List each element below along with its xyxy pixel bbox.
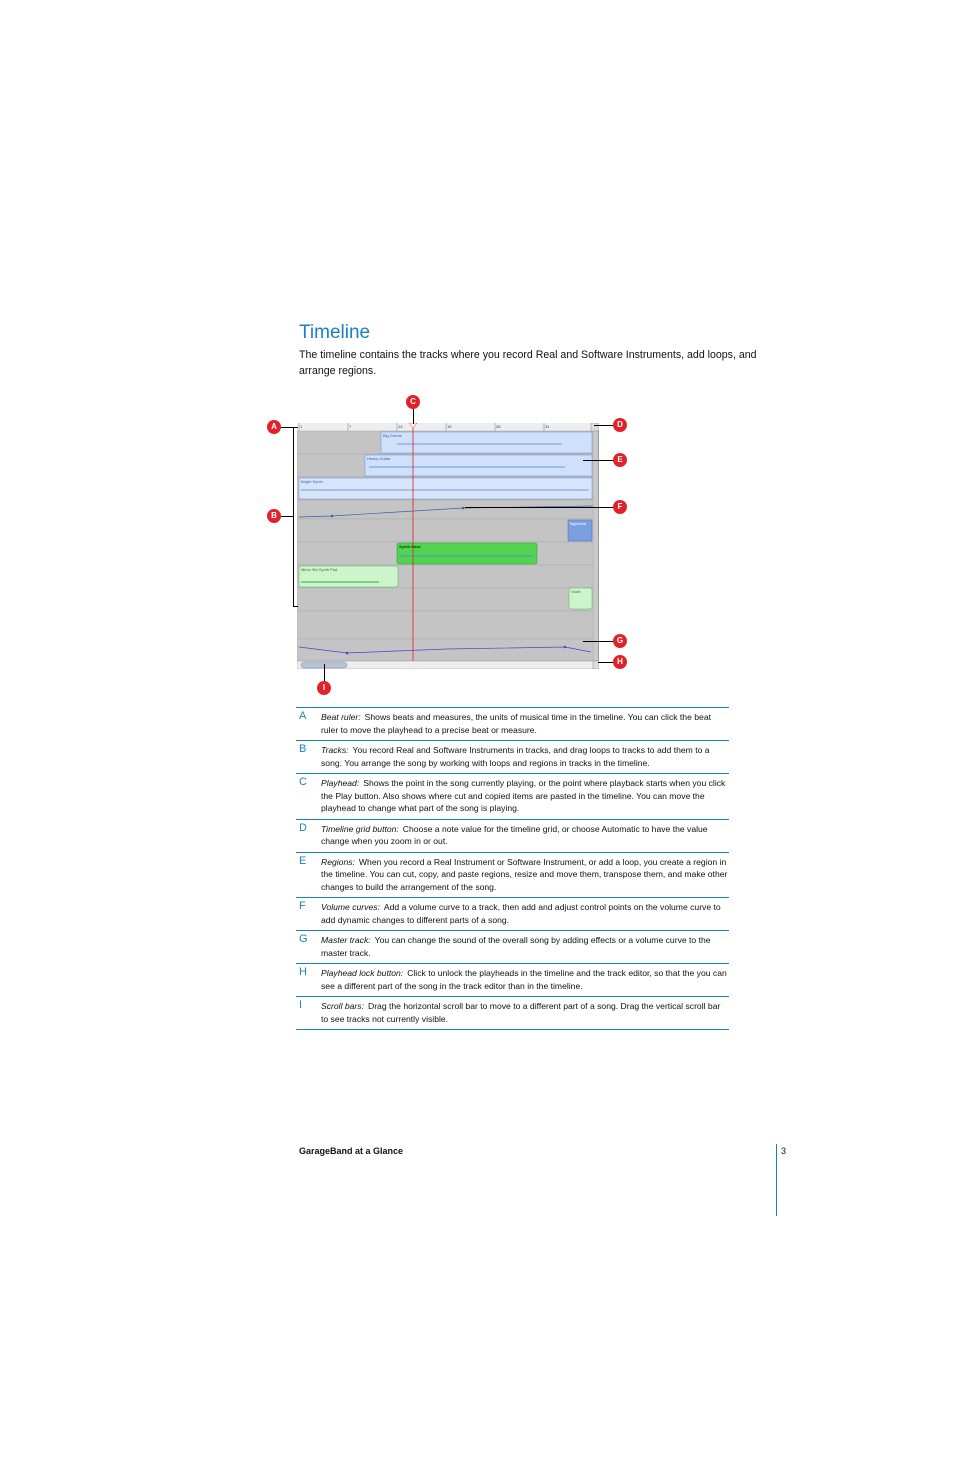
leader-line: [465, 507, 613, 508]
legend-term: Master track:: [321, 935, 371, 945]
legend-letter: A: [299, 710, 307, 722]
legend-letter: H: [299, 966, 307, 978]
legend-row: [296, 930, 729, 963]
region-label: Bright Synth: [301, 479, 323, 484]
callout-a: A: [267, 420, 281, 434]
region-label: TagesDat: [569, 521, 586, 526]
legend-text: Shows beats and measures, the units of musical time in the timeline. You can click the beat ruler to move the playhead to a precise beat or measure.: [321, 712, 711, 735]
ruler-mark: 31: [545, 424, 550, 429]
ruler-mark: 7: [349, 424, 352, 429]
leader-line: [583, 641, 613, 642]
region-label: Violin: [571, 589, 581, 594]
legend-table: [296, 707, 729, 1030]
page-title: Timeline: [299, 322, 371, 343]
legend-term: Playhead:: [321, 778, 360, 788]
legend-term: Tracks:: [321, 745, 349, 755]
region-label: Heavy Guitar: [367, 456, 391, 461]
legend-text: You record Real and Software Instruments in tracks, and drag loops to tracks to add them to a song. You arrange the song by working with loops and regions in tracks in the timeline.: [321, 745, 710, 768]
legend-text: Shows the point in the song currently playing, or the point where playback starts when you click the Play button. Also shows where cut and copied items are pasted in the timeline. You can move the playhead to change what part of the song is playing.: [321, 778, 726, 813]
legend-letter: G: [299, 933, 308, 945]
legend-term: Volume curves:: [321, 902, 380, 912]
legend-row: [296, 852, 729, 898]
legend-text: You can change the sound of the overall song by adding effects or a volume curve to the master track.: [321, 935, 711, 958]
legend-letter: C: [299, 776, 307, 788]
legend-row: [296, 740, 729, 773]
legend-term: Regions:: [321, 856, 355, 867]
intro-paragraph: The timeline contains the tracks where you record Real and Software Instruments, add loops, and arrange regions.: [299, 349, 757, 377]
callout-b: B: [267, 509, 281, 523]
region-label: Big Drums: [383, 433, 402, 438]
legend-letter: B: [299, 743, 307, 755]
region-label: Synth Bass: [399, 544, 421, 549]
callout-e: E: [613, 453, 627, 467]
callout-i: I: [317, 681, 331, 695]
tracks-bracket: [293, 427, 298, 607]
ruler-mark: 1: [300, 424, 303, 429]
legend-letter: I: [299, 999, 303, 1011]
ruler-mark: 25: [496, 424, 501, 429]
leader-line: [583, 460, 613, 461]
legend-row: [296, 773, 729, 819]
legend-letter: E: [299, 854, 307, 867]
ruler-mark: 19: [447, 424, 452, 429]
region-label: Minor 9th Synth Pad: [301, 567, 338, 572]
legend-text: Drag the horizontal scroll bar to move to a different part of a song. Drag the vertical scroll bar to see tracks not currently visible.: [321, 1001, 721, 1024]
timeline-screenshot: [297, 423, 599, 669]
leader-line: [413, 409, 414, 424]
leader-line: [281, 516, 293, 517]
page-number: 3: [781, 1146, 787, 1156]
legend-term: Timeline grid button:: [321, 823, 399, 834]
legend-row: [296, 707, 729, 740]
legend-letter: F: [299, 900, 306, 912]
footer-rule: [776, 1144, 777, 1216]
leader-line: [594, 425, 613, 426]
legend-text: Click to unlock the playheads in the timeline and the track editor, so that the you can see a different part of the song in the track editor than in the timeline.: [321, 968, 727, 991]
legend-row: [296, 996, 729, 1030]
legend-row: [296, 819, 729, 852]
callout-f: F: [613, 500, 627, 514]
footer-title: GarageBand at a Glance: [299, 1146, 404, 1156]
callout-c: C: [406, 395, 420, 409]
leader-line: [324, 664, 325, 681]
legend-text: When you record a Real Instrument or Software Instrument, or add a loop, you create a region in the timeline. You can cut, copy, and paste regions, resize and move them, transpose them, and make other changes to build the arrangement of the song.: [321, 856, 728, 892]
legend-text: Choose a note value for the timeline grid, or choose Automatic to have the value change when you zoom in or out.: [321, 823, 708, 846]
legend-letter: D: [299, 821, 307, 834]
callout-g: G: [613, 634, 627, 648]
callout-d: D: [613, 418, 627, 432]
legend-term: Beat ruler:: [321, 712, 361, 722]
region-bright-synth: [299, 478, 592, 499]
callout-h: H: [613, 655, 627, 669]
region-heavy-guitar: [365, 455, 592, 476]
legend-row: [296, 963, 729, 996]
leader-line: [598, 662, 613, 663]
ruler-mark: 13: [398, 424, 403, 429]
legend-text: Add a volume curve to a track, then add and adjust control points on the volume curve to add dynamic changes to different parts of a song.: [321, 902, 721, 925]
legend-row: [296, 897, 729, 930]
legend-term: Playhead lock button:: [321, 968, 404, 978]
legend-term: Scroll bars:: [321, 1001, 364, 1011]
